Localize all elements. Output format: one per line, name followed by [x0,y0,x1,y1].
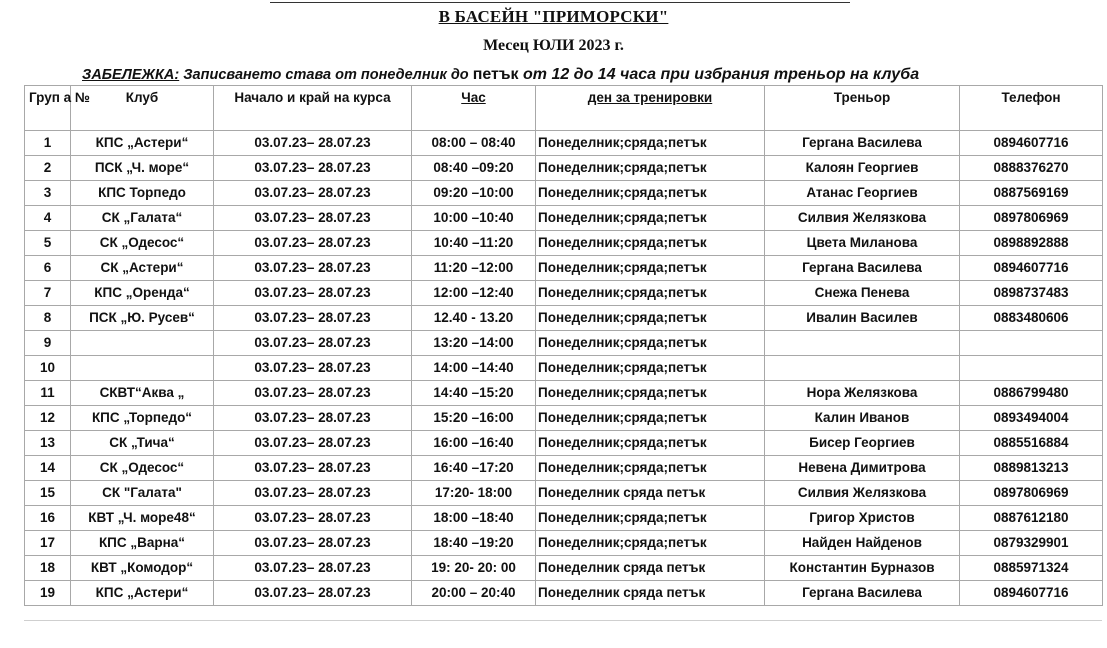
cell-club: КПС „Торпедо“ [71,406,214,431]
cell-phone: 0888376270 [960,156,1103,181]
cell-coach: Атанас Георгиев [765,181,960,206]
cell-days: Понеделник;сряда;петък [536,331,765,356]
cell-phone: 0885516884 [960,431,1103,456]
cell-phone [960,356,1103,381]
cell-time: 17:20- 18:00 [412,481,536,506]
cell-coach: Ивалин Василев [765,306,960,331]
column-header-days: ден за тренировки [536,86,765,131]
cell-group: 4 [25,206,71,231]
cell-club: ПСК „Ю. Русев“ [71,306,214,331]
cell-phone: 0886799480 [960,381,1103,406]
column-header-coach: Треньор [765,86,960,131]
cell-phone: 0887612180 [960,506,1103,531]
cell-period: 03.07.23– 28.07.23 [214,581,412,606]
cell-days: Понеделник;сряда;петък [536,256,765,281]
cell-coach: Калин Иванов [765,406,960,431]
cell-time: 18:40 –19:20 [412,531,536,556]
cell-days: Понеделник сряда петък [536,481,765,506]
cell-time: 12:00 –12:40 [412,281,536,306]
cell-group: 2 [25,156,71,181]
cell-days: Понеделник;сряда;петък [536,181,765,206]
cell-phone: 0879329901 [960,531,1103,556]
cell-days: Понеделник;сряда;петък [536,206,765,231]
cell-days: Понеделник;сряда;петък [536,231,765,256]
cell-phone: 0894607716 [960,131,1103,156]
cell-phone [960,331,1103,356]
cell-club: СК "Галата" [71,481,214,506]
cell-period: 03.07.23– 28.07.23 [214,406,412,431]
cell-time: 09:20 –10:00 [412,181,536,206]
cell-club: ПСК „Ч. море“ [71,156,214,181]
cell-club [71,356,214,381]
cell-time: 18:00 –18:40 [412,506,536,531]
column-header-club: Клуб [71,86,214,131]
cell-coach: Нора Желязкова [765,381,960,406]
cell-club: СК „Астери“ [71,256,214,281]
cell-period: 03.07.23– 28.07.23 [214,331,412,356]
cell-group: 13 [25,431,71,456]
cell-period: 03.07.23– 28.07.23 [214,356,412,381]
cell-time: 16:40 –17:20 [412,456,536,481]
cell-coach: Невена Димитрова [765,456,960,481]
cell-group: 16 [25,506,71,531]
cell-days: Понеделник;сряда;петък [536,356,765,381]
cell-period: 03.07.23– 28.07.23 [214,231,412,256]
cell-coach [765,356,960,381]
cell-group: 14 [25,456,71,481]
cell-coach: Григор Христов [765,506,960,531]
cell-group: 3 [25,181,71,206]
cell-time: 10:40 –11:20 [412,231,536,256]
cell-club: СК „Тича“ [71,431,214,456]
cell-period: 03.07.23– 28.07.23 [214,206,412,231]
cell-coach: Силвия Желязкова [765,481,960,506]
cell-phone: 0894607716 [960,581,1103,606]
table-row [25,306,1103,331]
cell-coach: Найден Найденов [765,531,960,556]
cell-period: 03.07.23– 28.07.23 [214,456,412,481]
cell-period: 03.07.23– 28.07.23 [214,531,412,556]
cell-coach: Силвия Желязкова [765,206,960,231]
cell-group: 12 [25,406,71,431]
table-row [25,181,1103,206]
cell-days: Понеделник;сряда;петък [536,506,765,531]
note-text-c: от 12 до 14 часа [518,66,657,83]
cell-time: 11:20 –12:00 [412,256,536,281]
cell-club: КПС „Астери“ [71,581,214,606]
cell-phone: 0894607716 [960,256,1103,281]
cell-period: 03.07.23– 28.07.23 [214,156,412,181]
cell-group: 19 [25,581,71,606]
cell-coach: Бисер Георгиев [765,431,960,456]
cell-days: Понеделник;сряда;петък [536,381,765,406]
document-month: Месец ЮЛИ 2023 г. [483,37,624,54]
cell-days: Понеделник;сряда;петък [536,431,765,456]
cell-group: 15 [25,481,71,506]
cell-period: 03.07.23– 28.07.23 [214,381,412,406]
cell-coach: Константин Бурназов [765,556,960,581]
cell-group: 8 [25,306,71,331]
table-row [25,131,1103,156]
note-text-d: при избрания треньор на клуба [656,66,920,83]
cell-club: КПС Торпедо [71,181,214,206]
schedule-body [25,131,1103,606]
cell-coach: Цвета Миланова [765,231,960,256]
cell-phone: 0893494004 [960,406,1103,431]
note-label: ЗАБЕЛЕЖКА: [82,67,180,83]
column-header-group: Груп а № [25,86,71,131]
table-row [25,531,1103,556]
cell-club: СКВТ“Аква „ [71,381,214,406]
cell-time: 20:00 – 20:40 [412,581,536,606]
cell-period: 03.07.23– 28.07.23 [214,506,412,531]
table-row [25,406,1103,431]
cell-period: 03.07.23– 28.07.23 [214,131,412,156]
note-line [82,66,919,84]
cell-club: СК „Галата“ [71,206,214,231]
cell-club: КВТ „Комодор“ [71,556,214,581]
cell-days: Понеделник;сряда;петък [536,306,765,331]
cell-club: СК „Одесос“ [71,231,214,256]
cell-phone: 0883480606 [960,306,1103,331]
cell-phone: 0898892888 [960,231,1103,256]
cell-group: 17 [25,531,71,556]
cell-time: 12.40 - 13.20 [412,306,536,331]
cell-time: 16:00 –16:40 [412,431,536,456]
cell-coach: Снежа Пенева [765,281,960,306]
cell-time: 10:00 –10:40 [412,206,536,231]
cell-phone: 0889813213 [960,456,1103,481]
cell-time: 08:00 – 08:40 [412,131,536,156]
table-row [25,381,1103,406]
table-row [25,431,1103,456]
cell-days: Понеделник;сряда;петък [536,281,765,306]
table-row [25,206,1103,231]
table-row [25,456,1103,481]
document-title: В БАСЕЙН "ПРИМОРСКИ" [438,7,669,26]
cell-time: 14:40 –15:20 [412,381,536,406]
table-row [25,506,1103,531]
cell-time: 19: 20- 20: 00 [412,556,536,581]
cell-days: Понеделник;сряда;петък [536,156,765,181]
table-row [25,256,1103,281]
cell-coach: Гергана Василева [765,256,960,281]
cell-period: 03.07.23– 28.07.23 [214,306,412,331]
cell-coach: Калоян Георгиев [765,156,960,181]
table-row [25,481,1103,506]
table-row [25,231,1103,256]
cell-group: 18 [25,556,71,581]
cell-club: КПС „Варна“ [71,531,214,556]
cell-coach [765,331,960,356]
table-row [25,556,1103,581]
table-header-row [25,86,1103,131]
cell-days: Понеделник;сряда;петък [536,131,765,156]
table-row [25,581,1103,606]
cell-days: Понеделник;сряда;петък [536,531,765,556]
cell-phone: 0897806969 [960,481,1103,506]
cell-club: СК „Одесос“ [71,456,214,481]
cell-days: Понеделник сряда петък [536,581,765,606]
cell-days: Понеделник;сряда;петък [536,456,765,481]
note-text-b: петък [472,66,519,83]
cell-days: Понеделник;сряда;петък [536,406,765,431]
cell-phone: 0897806969 [960,206,1103,231]
cell-phone: 0898737483 [960,281,1103,306]
cell-group: 7 [25,281,71,306]
cell-period: 03.07.23– 28.07.23 [214,431,412,456]
table-row [25,281,1103,306]
cell-club: КПС „Оренда“ [71,281,214,306]
bottom-divider [24,620,1102,621]
cell-coach: Гергана Василева [765,131,960,156]
schedule-table [24,85,1103,606]
cell-group: 11 [25,381,71,406]
column-header-period: Начало и край на курса [214,86,412,131]
cell-period: 03.07.23– 28.07.23 [214,556,412,581]
table-row [25,156,1103,181]
cell-club [71,331,214,356]
column-header-time: Час [412,86,536,131]
cell-phone: 0887569169 [960,181,1103,206]
cell-days: Понеделник сряда петък [536,556,765,581]
cell-group: 10 [25,356,71,381]
cropped-heading-line [270,0,850,3]
column-header-phone: Телефон [960,86,1103,131]
cell-time: 13:20 –14:00 [412,331,536,356]
cell-phone: 0885971324 [960,556,1103,581]
cell-group: 9 [25,331,71,356]
cell-period: 03.07.23– 28.07.23 [214,256,412,281]
cell-time: 08:40 –09:20 [412,156,536,181]
cell-club: КВТ „Ч. море48“ [71,506,214,531]
cell-group: 6 [25,256,71,281]
cell-group: 1 [25,131,71,156]
cell-period: 03.07.23– 28.07.23 [214,181,412,206]
table-row [25,331,1103,356]
note-text-a: Записването става от понеделник до [179,67,473,83]
cell-time: 14:00 –14:40 [412,356,536,381]
cell-period: 03.07.23– 28.07.23 [214,281,412,306]
cell-group: 5 [25,231,71,256]
cell-coach: Гергана Василева [765,581,960,606]
cell-time: 15:20 –16:00 [412,406,536,431]
cell-club: КПС „Астери“ [71,131,214,156]
table-row [25,356,1103,381]
cell-period: 03.07.23– 28.07.23 [214,481,412,506]
